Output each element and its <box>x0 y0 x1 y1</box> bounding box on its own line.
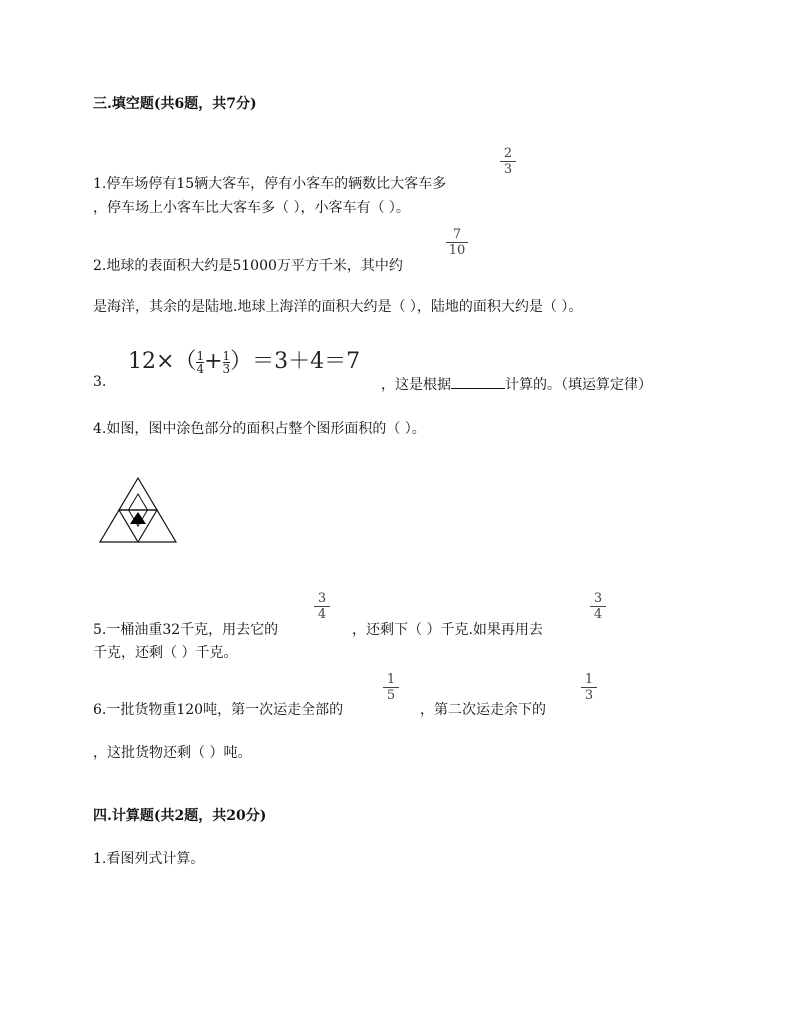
q1-fraction-denominator: 3 <box>503 162 513 177</box>
q5-f1-num: 3 <box>317 591 327 606</box>
q3-number: 3. <box>93 374 107 390</box>
q3-fraction-2 <box>223 350 231 375</box>
section-4-heading: 四.计算题(共2题，共20分) <box>93 808 267 824</box>
q6-f2-num: 1 <box>584 672 594 687</box>
q3-answer-blank[interactable] <box>451 374 505 389</box>
q1-line-2: ，停车场上小客车比大客车多（ ），小客车有（ ）。 <box>93 200 410 216</box>
q3-text-after: 计算的。（填运算定律） <box>505 377 652 393</box>
q1-fraction-numerator: 2 <box>503 146 513 161</box>
q5-line-1a: 5.一桶油重32千克，用去它的 <box>93 622 279 638</box>
q2-fraction-denominator: 10 <box>448 243 466 258</box>
triangle-figure <box>98 476 178 544</box>
q3-eq-suffix: ）＝3＋4＝7 <box>230 349 361 374</box>
q2-fraction <box>446 228 468 257</box>
q5-f2-num: 3 <box>593 591 603 606</box>
q6-fraction-2 <box>581 673 597 702</box>
q6-line-2: ，这批货物还剩（ ）吨。 <box>93 745 252 761</box>
q3-equation <box>128 344 360 375</box>
q5-fraction-1 <box>314 592 330 621</box>
q5-line-1b: ，还剩下（ ）千克.如果再用去 <box>352 622 543 638</box>
q6-f1-num: 1 <box>386 672 396 687</box>
q6-line-1a: 6.一批货物重120吨，第一次运走全部的 <box>93 702 344 718</box>
q3-text-before: ，这是根据 <box>381 377 451 393</box>
q5-f1-den: 4 <box>317 607 327 622</box>
q3-f1-den: 4 <box>196 361 205 376</box>
q6-line-1b: ，第二次运走余下的 <box>420 702 546 718</box>
q2-line-1: 2.地球的表面积大约是51000万平方千米，其中约 <box>93 258 403 274</box>
q3-text <box>381 374 652 394</box>
q3-plus: + <box>204 349 223 374</box>
q1-fraction <box>500 147 516 176</box>
q3-f1-num: 1 <box>196 348 205 363</box>
q5-fraction-2 <box>590 592 606 621</box>
q3-f2-num: 1 <box>222 348 231 363</box>
q6-fraction-1 <box>383 673 399 702</box>
q5-line-2: 千克，还剩（ ）千克。 <box>93 645 238 661</box>
section-4-q1: 1.看图列式计算。 <box>93 851 205 867</box>
q3-f2-den: 3 <box>222 361 231 376</box>
q3-fraction-1 <box>196 350 204 375</box>
q3-eq-prefix: 12×（ <box>128 349 197 374</box>
q1-line-1: 1.停车场停有15辆大客车，停有小客车的辆数比大客车多 <box>93 176 447 192</box>
q2-fraction-numerator: 7 <box>452 227 462 242</box>
q2-line-2: 是海洋，其余的是陆地.地球上海洋的面积大约是（ ），陆地的面积大约是（ ）。 <box>93 299 583 315</box>
q6-f1-den: 5 <box>386 688 396 703</box>
section-3-heading: 三.填空题(共6题，共7分) <box>93 96 257 112</box>
q6-f2-den: 3 <box>584 688 594 703</box>
q4-text: 4.如图，图中涂色部分的面积占整个图形面积的（ ）。 <box>93 421 426 437</box>
top-small-triangle <box>129 494 148 510</box>
q5-f2-den: 4 <box>593 607 603 622</box>
shaded-triangle <box>130 512 146 524</box>
